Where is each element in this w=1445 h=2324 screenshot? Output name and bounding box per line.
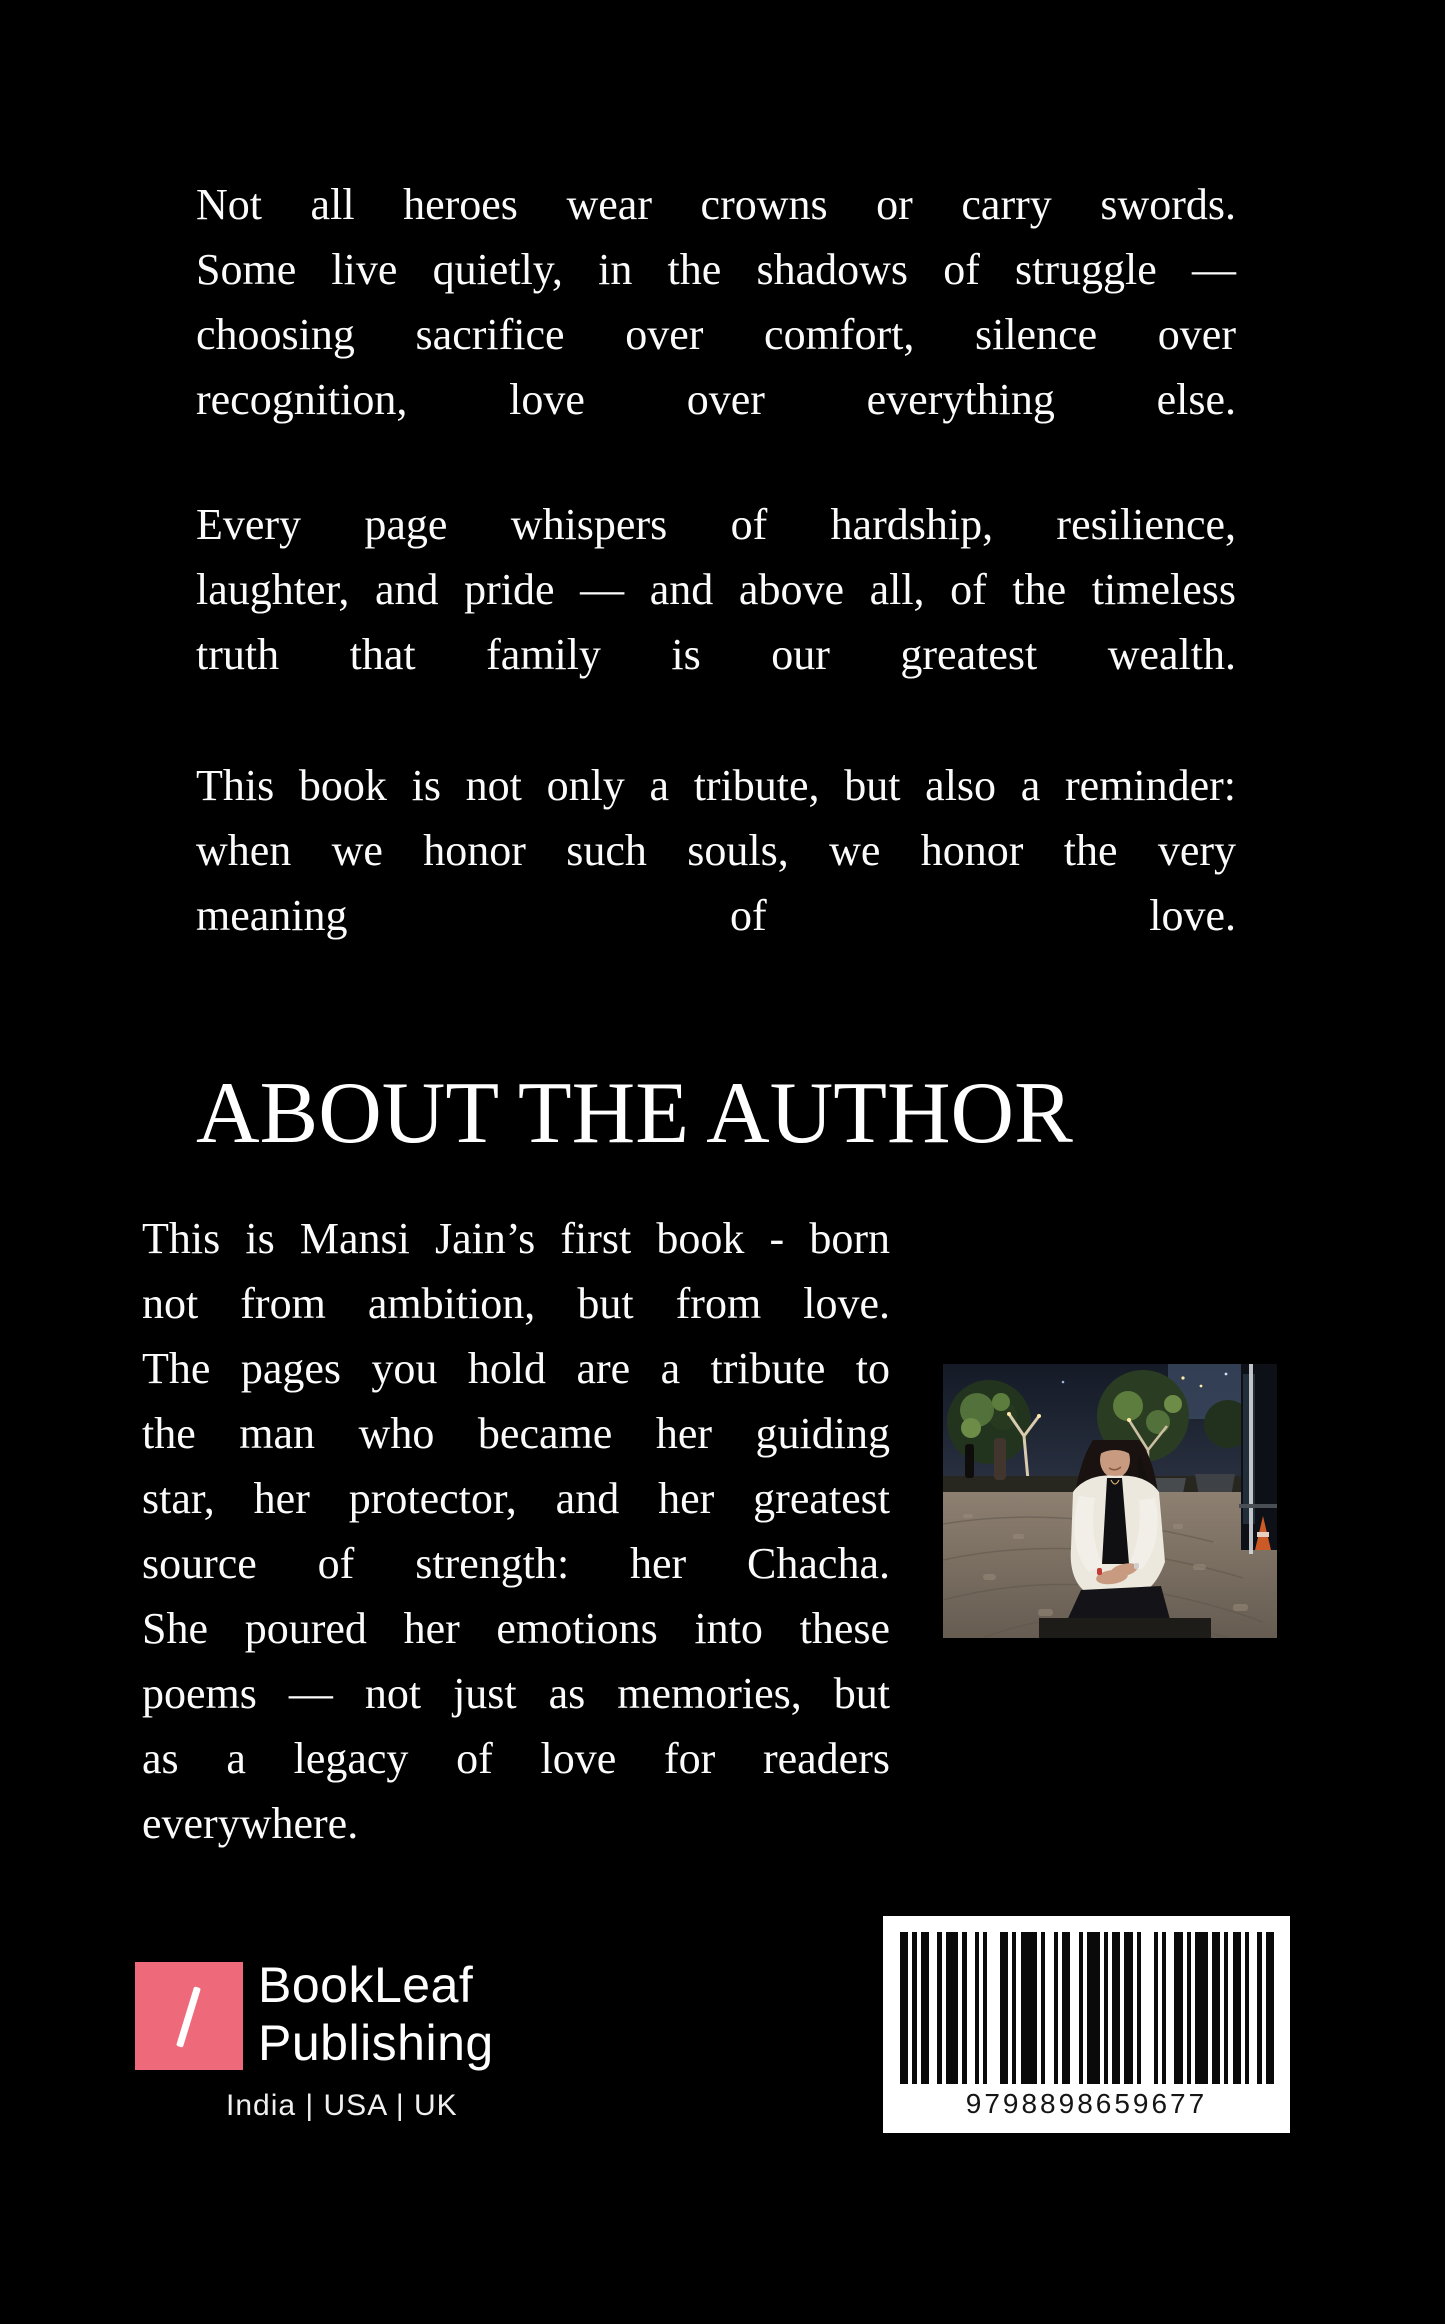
bio-line: The pages you hold are a tribute to [142,1344,890,1393]
barcode-bar [1124,1932,1132,2084]
body-line: recognition, love over everything else. [196,375,1236,424]
barcode-bar [1174,1932,1182,2084]
barcode-bar [1112,1932,1120,2084]
author-photo [943,1364,1277,1638]
barcode-bar [1166,1932,1174,2084]
barcode-bar [1141,1932,1153,2084]
bio-line: everywhere. [142,1799,359,1848]
barcode-bar [1266,1932,1274,2084]
barcode-bars [900,1932,1274,2084]
barcode-bar [1021,1932,1038,2084]
barcode-bar [946,1932,958,2084]
barcode-bar [1249,1932,1257,2084]
bio-line: the man who became her guiding [142,1409,890,1458]
barcode-bar [900,1932,908,2084]
slash-icon [176,1986,201,2047]
body-line: Every page whispers of hardship, resilience, [196,500,1236,549]
barcode-bar [921,1932,929,2084]
barcode-bar [1212,1932,1220,2084]
publisher-logo-mark [135,1962,243,2070]
bio-line: source of strength: her Chacha. [142,1539,890,1588]
blurb-paragraph-3 [196,753,1236,948]
author-photo-image [943,1364,1277,1638]
barcode-bar [1233,1932,1241,2084]
body-line: This book is not only a tribute, but also a reminder: [196,761,1236,810]
body-line: Not all heroes wear crowns or carry swords. [196,180,1236,229]
barcode-bar [1045,1932,1053,2084]
bio-line: This is Mansi Jain’s first book - born [142,1214,890,1263]
barcode-bar [1087,1932,1099,2084]
barcode-bar [967,1932,975,2084]
publisher-name [258,1956,494,2072]
bio-line: as a legacy of love for readers [142,1734,890,1783]
publisher-name-line2: Publishing [258,2015,494,2071]
author-bio [142,1206,890,1856]
barcode-number: 9798898659677 [965,2088,1208,2119]
body-line: truth that family is our greatest wealth. [196,630,1236,679]
barcode-bar [987,1932,999,2084]
publisher-regions: India | USA | UK [226,2089,458,2122]
body-line: when we honor such souls, we honor the very [196,826,1236,875]
barcode [883,1916,1290,2133]
body-line: Some live quietly, in the shadows of struggle — [196,245,1236,294]
barcode-bar [1000,1932,1008,2084]
publisher-name-line1: BookLeaf [258,1957,474,2013]
barcode-bar [1070,1932,1078,2084]
bio-line: star, her protector, and her greatest [142,1474,890,1523]
blurb-paragraph-1 [196,172,1236,432]
body-line: choosing sacrifice over comfort, silence over [196,310,1236,359]
barcode-bar [1062,1932,1070,2084]
bio-line: poems — not just as memories, but [142,1669,890,1718]
body-line: laughter, and pride — and above all, of the timeless [196,565,1236,614]
bio-line: She poured her emotions into these [142,1604,890,1653]
barcode-bar [1195,1932,1207,2084]
body-line: meaning of love. [196,891,1236,940]
about-the-author-heading: ABOUT THE AUTHOR [196,1065,1073,1162]
bio-line: not from ambition, but from love. [142,1279,890,1328]
barcode-bar [929,1932,937,2084]
blurb-paragraph-2 [196,492,1236,687]
